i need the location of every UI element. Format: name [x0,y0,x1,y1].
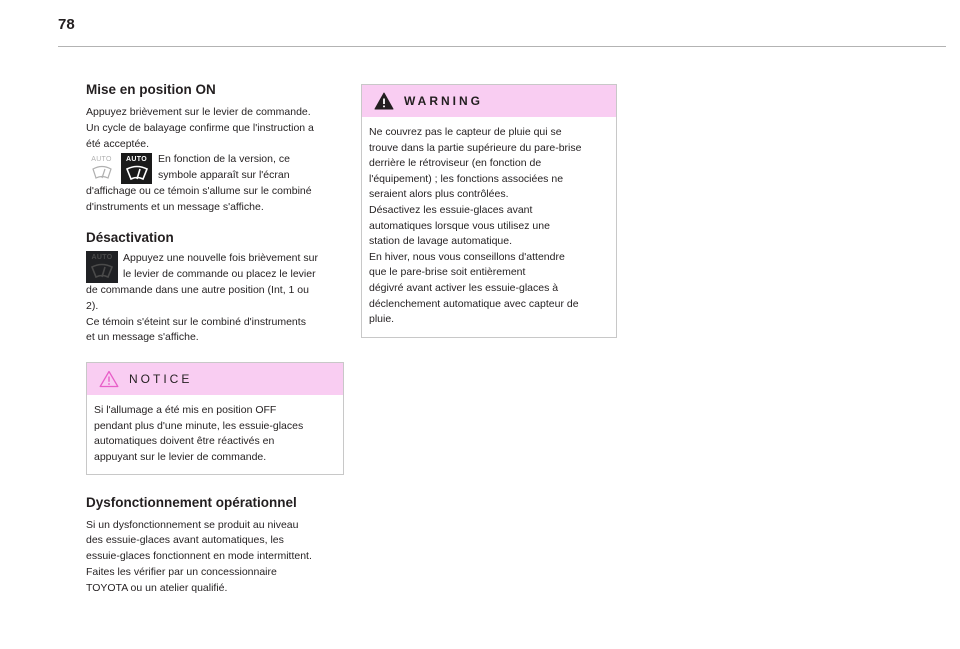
auto-wiper-outline-icon [86,153,117,184]
paragraph-line: trouve dans la partie supérieure du pare-brise [369,141,582,154]
paragraph-line: derrière le rétroviseur (en fonction de [369,157,542,170]
paragraph-line: Un cycle de balayage confirme que l'instruction a [86,121,314,134]
section-deactivation [86,230,344,346]
paragraph-line: Si l'allumage a été mis en position OFF [94,404,277,417]
paragraph-line: d'affichage ou ce témoin s'allume sur le combiné [86,185,312,198]
paragraph-line: automatiques doivent être réactivés en [94,435,275,448]
section-heading: Dysfonctionnement opérationnel [86,494,297,510]
paragraph-line: Désactivez les essuie-glaces avant [369,203,533,216]
auto-wiper-off-icon [86,251,118,283]
paragraph-line: pluie. [369,313,395,326]
warning-body [362,117,616,337]
paragraph-line: le levier de commande ou placez le levier [123,267,316,280]
icon-text-row [86,152,344,184]
icon-text-row [86,251,344,283]
paragraph-line: automatiques lorsque vous utilisez une [369,219,550,232]
paragraph-line: appuyant sur le levier de commande. [94,450,267,463]
paragraph-line: l'équipement) ; les fonctions associées ne [369,172,564,185]
notice-title: NOTICE [129,372,193,387]
icon-label: AUTO [91,253,113,261]
paragraph-line: Faites les vérifier par un concessionnaire [86,565,277,578]
paragraph-line: En hiver, nous vous conseillons d'attendre [369,250,565,263]
paragraph-line: 2). [86,299,99,312]
warning-title: WARNING [404,94,483,108]
icon-side-text [158,152,290,184]
paragraph-line: été acceptée. [86,137,150,150]
paragraph-line: station de lavage automatique. [369,235,513,248]
icon-side-text [123,251,318,283]
paragraph-line: TOYOTA ou un atelier qualifié. [86,581,228,594]
icon-label: AUTO [126,156,147,164]
paragraph-line: Appuyez une nouvelle fois brièvement sur [123,251,318,264]
paragraph-line: essuie-glaces fonctionnent en mode intermittent. [86,550,312,563]
section-malfunction [86,495,344,597]
paragraph-line: seraient alors plus contrôlées. [369,188,509,201]
warning-header [362,85,616,117]
paragraph-line: des essuie-glaces avant automatiques, les [86,534,284,547]
paragraph-line: d'instruments et un message s'affiche. [86,201,264,214]
auto-wiper-filled-icon [121,153,152,184]
paragraph-line: dégivré avant activer les essuie-glaces à [369,281,559,294]
paragraph-line: de commande dans une autre position (Int, 1 ou [86,283,309,296]
section-heading: Mise en position ON [86,82,216,97]
warning-triangle-icon [374,92,394,110]
paragraph-line: symbole apparaît sur l'écran [158,169,290,182]
notice-header [87,363,343,395]
paragraph-line: que le pare-brise soit entièrement [369,266,526,279]
left-column [86,82,344,597]
page-number: 78 [58,16,75,33]
section-heading: Désactivation [86,229,174,245]
paragraph-line: Ce témoin s'éteint sur le combiné d'instruments [86,315,306,328]
right-column [361,84,617,338]
paragraph-line: Ne couvrez pas le capteur de pluie qui se [369,126,562,138]
notice-body [87,395,343,473]
paragraph-line: Appuyez brièvement sur le levier de commande. [86,106,311,118]
paragraph-line: pendant plus d'une minute, les essuie-glaces [94,419,304,432]
auto-wiper-icons [86,153,152,184]
warning-box [361,84,617,338]
header-rule [58,46,946,47]
icon-label: AUTO [91,156,112,164]
notice-triangle-icon [99,370,119,388]
paragraph-line: Si un dysfonctionnement se produit au niveau [86,518,299,531]
paragraph-line: déclenchement automatique avec capteur de [369,297,579,310]
paragraph-line: et un message s'affiche. [86,331,199,344]
notice-box [86,362,344,474]
paragraph-line: En fonction de la version, ce [158,153,290,166]
section-on [86,82,344,216]
